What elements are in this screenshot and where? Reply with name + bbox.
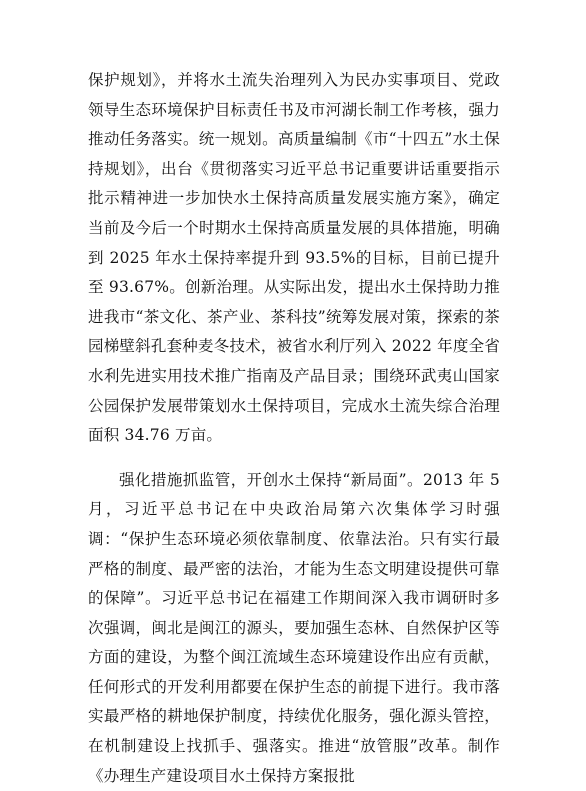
paragraph-soil-conservation-planning: 保护规划》，并将水土流失治理列入为民办实事项目、党政领导生态环境保护目标责任书及市河湖长制工作考核，强力推动任务落实。统一规划。高质量编制《市“十四五”水土保持规划》，出台《贯彻落实习近平总书记重要讲话重要指示批示精神进一步加快水土保持高质量发展实施方案》，确定当前及今后一个时期水土保持高质量发展的具体措施，明确到 2025 年水土保持率提升到 93.5%的目标，目前已提升至 93.67%。创新治理。从实际出发，提出水土保持助力推进我市“茶文化、茶产业、茶科技”统筹发展对策，探索的茶园梯壁斜孔套种麦冬技术，被省水利厅列入 2022 年度全省水利先进实用技术推广指南及产品目录；围绕环武夷山国家公园保护发展带策划水土保持项目，完成水土流失综合治理面积 34.76 万亩。 (88, 71, 500, 445)
document-body (88, 64, 500, 791)
paragraph-strengthen-supervision: 强化措施抓监管，开创水土保持“新局面”。2013 年 5 月，习近平总书记在中央政治局第六次集体学习时强调：“保护生态环境必须依靠制度、依靠法治。只有实行最严格的制度、最严密的法治，才能为生态文明建设提供可靠的保障”。习近平总书记在福建工作期间深入我市调研时多次强调，闽北是闽江的源头，要加强生态林、自然保护区等方面的建设，为整个闽江流域生态环境建设作出应有贡献，任何形式的开发利用都要在保护生态的前提下进行。我市落实最严格的耕地保护制度，持续优化服务，强化源头管控，在机制建设上找抓手、强落实。推进“放管服”改革。制作《办理生产建设项目水土保持方案报批 (88, 470, 500, 785)
